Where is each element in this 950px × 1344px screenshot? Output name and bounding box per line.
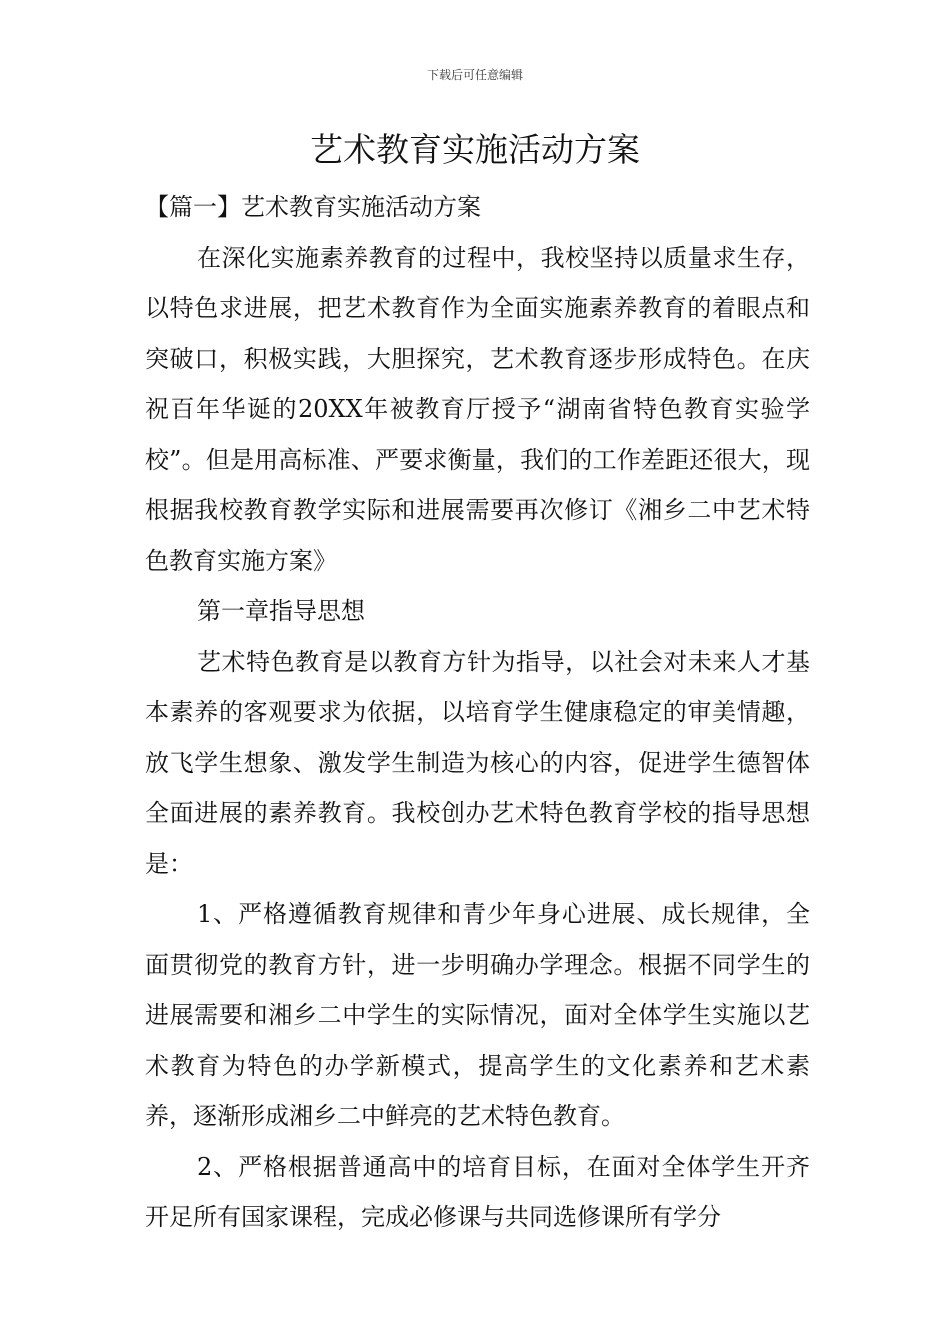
section-heading: 【篇一】艺术教育实施活动方案 [145,193,481,221]
paragraph-item-2: 2、严格根据普通高中的培育目标，在面对全体学生开齐开足所有国家课程，完成必修课与共同选修课所有学分 [145,1152,810,1231]
header-note: 下载后可任意编辑 [426,68,523,82]
paragraph-item-1: 1、严格遵循教育规律和青少年身心进展、成长规律，全面贯彻党的教育方针，进一步明确办学理念。根据不同学生的进展需要和湘乡二中学生的实际情况，面对全体学生实施以艺术教育为特色的办学新模式，提高学生的文化素养和艺术素养，逐渐形成湘乡二中鲜亮的艺术特色教育。 [145,900,810,1130]
paragraph-intro: 在深化实施素养教育的过程中，我校坚持以质量求生存，以特色求进展，把艺术教育作为全面实施素养教育的着眼点和突破口，积极实践，大胆探究，艺术教育逐步形成特色。在庆祝百年华诞的20XX年被教育厅授予“湖南省特色教育实验学校”。但是用高标准、严要求衡量，我们的工作差距还很大，现根据我校教育教学实际和进展需要再次修订《湘乡二中艺术特色教育实施方案》 [145,243,810,575]
chapter-heading: 第一章指导思想 [197,597,365,625]
document-title: 艺术教育实施活动方案 [310,130,640,169]
paragraph-guiding-thought: 艺术特色教育是以教育方针为指导，以社会对未来人才基本素养的客观要求为依据，以培育学生健康稳定的审美情趣，放飞学生想象、激发学生制造为核心的内容，促进学生德智体全面进展的素养教育。我校创办艺术特色教育学校的指导思想是： [145,647,810,878]
document-body [145,182,810,1243]
